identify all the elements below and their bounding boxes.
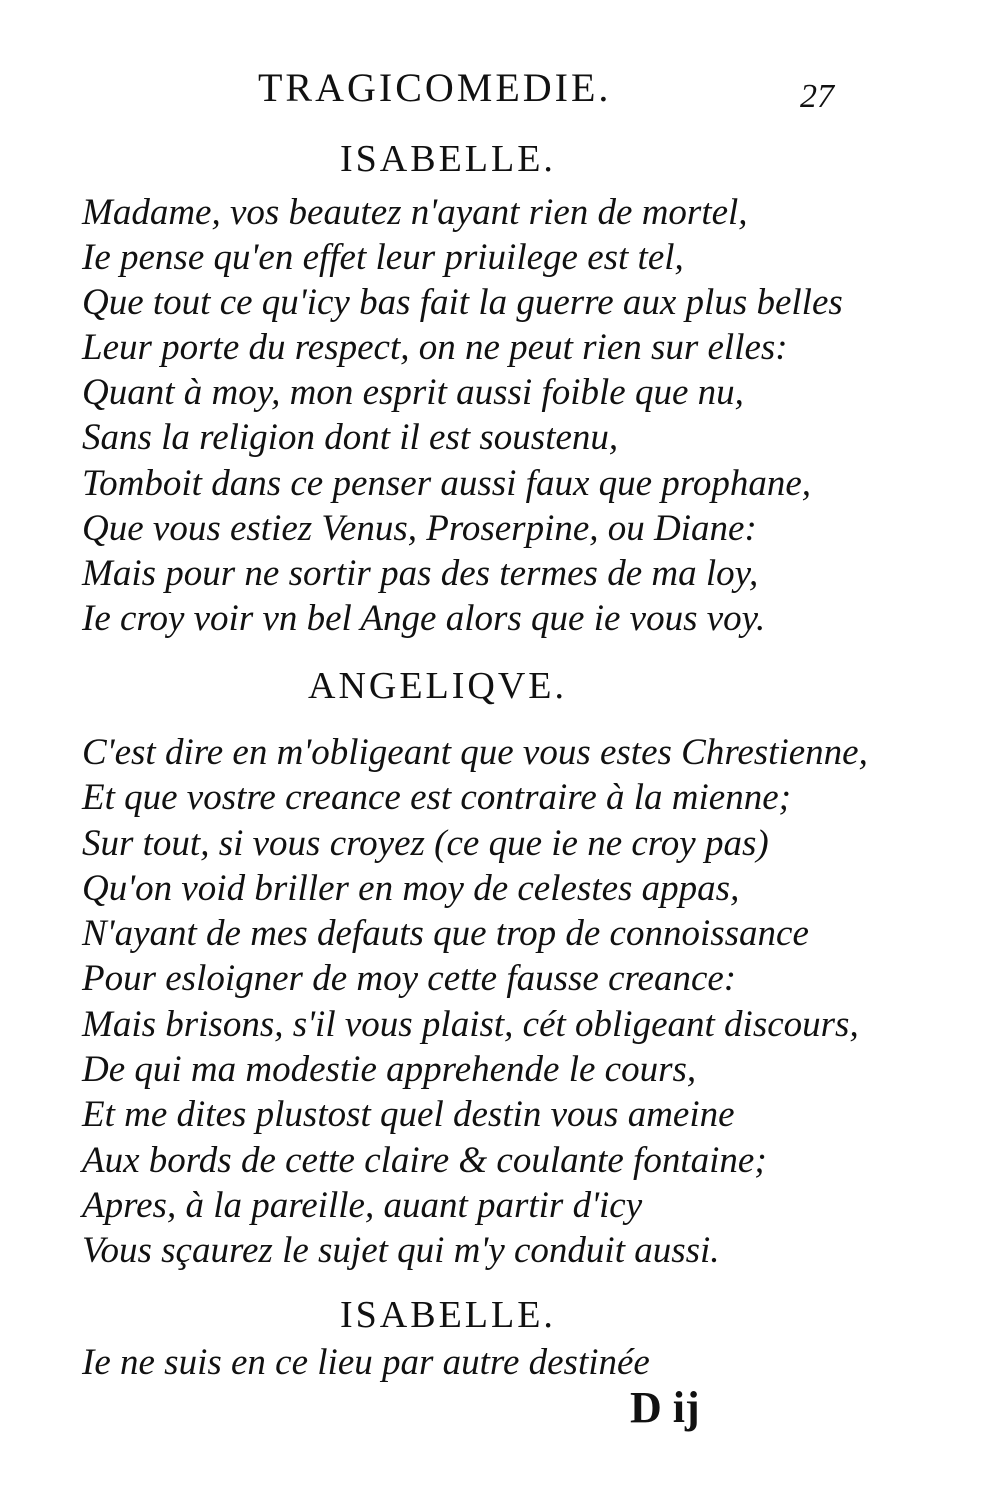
speaker-name-isabelle-2: ISABELLE. (340, 1294, 556, 1336)
verse-block-angelique (82, 730, 868, 1274)
verse-line: Quant à moy, mon esprit aussi foible que nu, (82, 372, 744, 414)
verse-block-isabelle-2 (82, 1340, 650, 1385)
verse-line: Ie croy voir vn bel Ange alors que ie vous voy. (82, 597, 766, 639)
verse-block-isabelle (82, 190, 843, 641)
verse-line: Aux bords de cette claire & coulante fontaine; (82, 1139, 767, 1181)
verse-line: Tomboit dans ce penser aussi faux que prophane, (82, 462, 811, 504)
signature-mark: D ij (630, 1383, 700, 1432)
verse-line: Que tout ce qu'icy bas fait la guerre aux plus belles (82, 282, 843, 324)
verse-line: De qui ma modestie apprehende le cours, (82, 1049, 697, 1091)
verse-line: Apres, à la pareille, auant partir d'icy (82, 1184, 643, 1226)
verse-line: Ie pense qu'en effet leur priuilege est tel, (82, 237, 684, 279)
verse-line: Madame, vos beautez n'ayant rien de mortel, (82, 192, 748, 233)
verse-line: Et que vostre creance est contraire à la mienne; (82, 777, 791, 819)
verse-line: Qu'on void briller en moy de celestes appas, (82, 867, 740, 909)
verse-line: Mais pour ne sortir pas des termes de ma loy, (82, 552, 759, 594)
verse-line: C'est dire en m'obligeant que vous estes Chrestienne, (82, 732, 868, 773)
verse-line: N'ayant de mes defauts que trop de connoissance (82, 913, 809, 955)
running-title: TRAGICOMEDIE. (258, 65, 612, 110)
verse-line: Sur tout, si vous croyez (ce que ie ne croy pas) (82, 822, 769, 864)
speaker-name-isabelle: ISABELLE. (340, 138, 556, 180)
verse-line: Sans la religion dont il est soustenu, (82, 417, 619, 459)
verse-line: Mais brisons, s'il vous plaist, cét obligeant discours, (82, 1003, 859, 1045)
verse-line: Ie ne suis en ce lieu par autre destinée (82, 1342, 650, 1383)
speaker-name-angelique: ANGELIQVE. (308, 665, 568, 707)
verse-line: Pour esloigner de moy cette fausse creance: (82, 958, 737, 1000)
page-number: 27 (800, 78, 834, 115)
verse-line: Vous sçaurez le sujet qui m'y conduit aussi. (82, 1230, 720, 1272)
verse-line: Que vous estiez Venus, Proserpine, ou Diane: (82, 507, 757, 549)
verse-line: Et me dites plustost quel destin vous ameine (82, 1094, 735, 1136)
verse-line: Leur porte du respect, on ne peut rien sur elles: (82, 327, 788, 369)
